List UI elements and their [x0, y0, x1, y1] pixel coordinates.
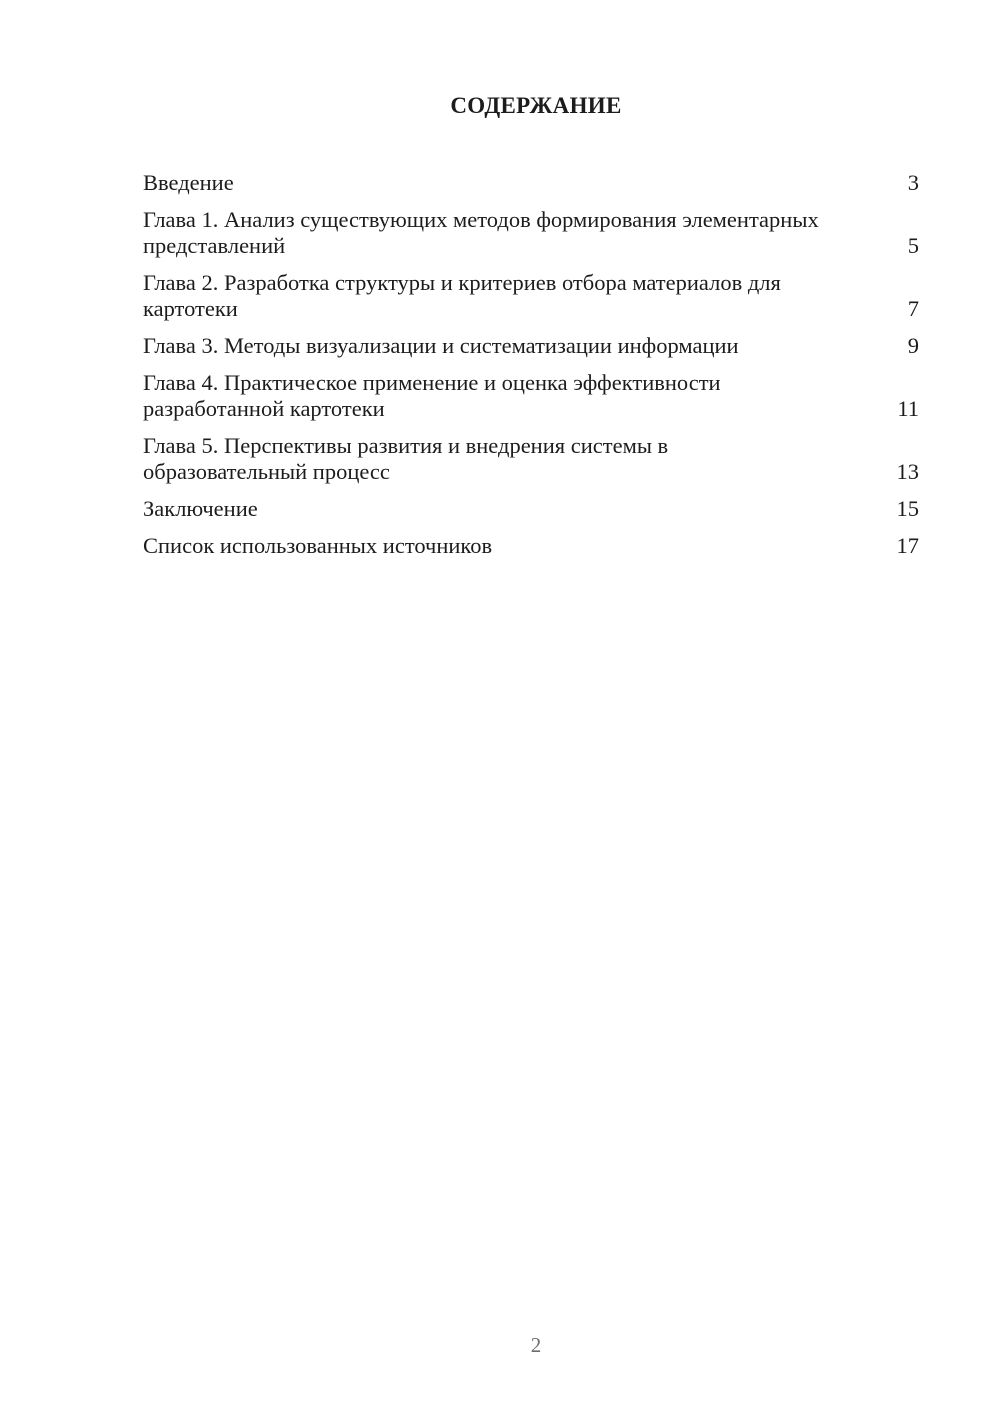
toc-entry-page: 11: [897, 396, 919, 421]
toc-entry-page: 5: [907, 233, 919, 258]
toc-entry-page: 3: [907, 170, 919, 195]
page-number: 2: [530, 1333, 542, 1357]
toc-entry-page: 9: [907, 333, 919, 358]
toc-entry-page: 15: [896, 496, 919, 521]
toc-entry: [143, 533, 919, 559]
toc-entry-title: Заключение: [143, 496, 258, 521]
toc-entry: [143, 333, 919, 359]
toc-entry: [143, 370, 919, 422]
toc-entry-title: Глава 2. Разработка структуры и критериев отбора материалов для картотеки: [143, 270, 781, 321]
toc-entry: [143, 433, 919, 485]
page-title: СОДЕРЖАНИЕ: [450, 93, 622, 118]
toc-entry-page: 7: [907, 296, 919, 321]
table-of-contents: [143, 170, 919, 570]
toc-entry-title: Глава 3. Методы визуализации и систематизации информации: [143, 333, 739, 358]
toc-entry-title: Введение: [143, 170, 234, 195]
toc-entry-title: Список использованных источников: [143, 533, 493, 558]
toc-entry-title: Глава 5. Перспективы развития и внедрения системы в образовательный процесс: [143, 433, 669, 484]
toc-entry-page: 17: [896, 533, 919, 558]
toc-entry-title: Глава 4. Практическое применение и оценка эффективности разработанной картотеки: [143, 370, 721, 421]
toc-entry-page: 13: [896, 459, 919, 484]
toc-entry: [143, 496, 919, 522]
toc-entry-title: Глава 1. Анализ существующих методов формирования элементарных представлений: [143, 207, 819, 258]
toc-entry: [143, 170, 919, 196]
toc-entry: [143, 207, 919, 259]
toc-entry: [143, 270, 919, 322]
